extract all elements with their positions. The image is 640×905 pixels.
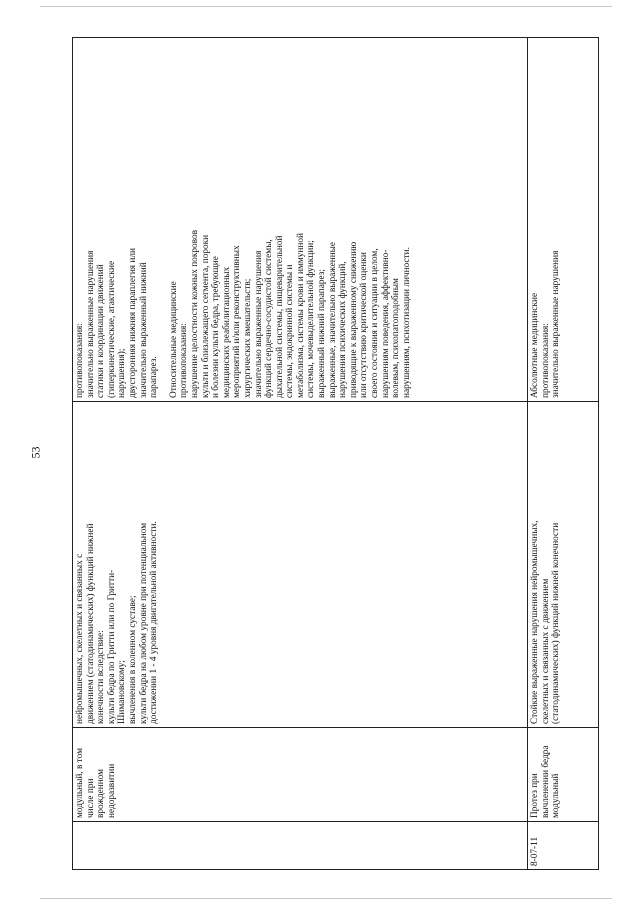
- text-line: культи бедра на любом уровне при потенциальном: [138, 522, 149, 724]
- row2-name-cell: Протез при вычленении бедра модульный: [528, 728, 599, 822]
- table-row: [73, 38, 528, 870]
- text-line: выраженные, значительно выраженные: [327, 241, 338, 398]
- text-line: конечности вследствие:: [96, 630, 107, 724]
- text-line: значительно выраженные нарушения: [253, 250, 264, 398]
- text-line: нарушениям, психотизации личности.: [401, 247, 412, 398]
- text-line: своего состояния и ситуации в целом,: [370, 248, 381, 398]
- text-line: системы, эндокринной системы и: [285, 264, 296, 398]
- text-line: движением (статодинамических) функций нижней: [85, 523, 96, 724]
- text-line: выраженный нижний парапарез;: [317, 269, 328, 398]
- text-line: нарушения психических функций,: [338, 261, 349, 398]
- text-line: или отсутствию критической оценки: [359, 252, 370, 398]
- text-line: дыхательной системы, пищеварительной: [274, 235, 285, 398]
- text-line: статики и координации движений: [96, 264, 107, 398]
- prosthesis-table: [72, 37, 599, 870]
- text-line: нарушениям поведения, аффективно-: [380, 249, 391, 398]
- text-line: значительно выраженные нарушения: [85, 250, 96, 398]
- text-line: Стойкие выраженные нарушения нейромышечных,: [530, 520, 540, 724]
- text-line: (гиперкинетические, атактические: [106, 260, 117, 398]
- text-line: нарушение целостности кожных покровов: [189, 230, 200, 398]
- row1-name-cell: модульный, в том числе при врожденном недоразвитии: [73, 728, 528, 822]
- text-line: (статодинамических) функций нижней конечности: [551, 522, 562, 724]
- row1-indications-cell: [73, 402, 528, 728]
- text-line: значительно выраженный нижний: [138, 262, 149, 398]
- page-number: 53: [28, 446, 43, 459]
- text-line: хирургических вмешательств;: [242, 278, 253, 398]
- table-row: [528, 38, 599, 870]
- text-line: парапарез.: [149, 356, 160, 398]
- text-line: вычленения в коленном суставе;: [127, 595, 138, 724]
- text-line: культи и близлежащего сегмента, пороки: [200, 234, 211, 398]
- text-line: двусторонняя нижняя параплегия или: [127, 248, 138, 398]
- text-line: мероприятий и/или реконструктивных: [232, 245, 243, 398]
- text-line: нарушения);: [117, 348, 128, 398]
- scan-edge-bottom: [40, 898, 612, 899]
- rotated-page-content: [72, 38, 598, 870]
- text-line: волевым, психопатоподобным: [391, 278, 402, 398]
- text-line: противопоказания:: [75, 323, 85, 398]
- row2-code-cell: 8-07-11: [528, 822, 599, 870]
- text-line: функций сердечно-сосудистой системы,: [264, 239, 275, 398]
- row2-indications-cell: [528, 402, 599, 728]
- paragraph-gap: [160, 41, 169, 398]
- row2-contraindications-cell: [528, 38, 599, 402]
- text-line: метаболизма, системы крови и иммунной: [295, 233, 306, 398]
- text-line: и болезни культи бедра, требующие: [211, 256, 222, 398]
- text-line: Шимановскому;: [117, 660, 128, 724]
- text-line: значительно выраженные нарушения: [551, 250, 562, 398]
- text-line: скелетных и связанных с движением: [540, 578, 551, 724]
- row1-contraindications-cell: [73, 38, 528, 402]
- row1-code-cell: [73, 822, 528, 870]
- scan-edge-top: [40, 6, 612, 7]
- text-line: приводящие к выраженному снижению: [348, 241, 359, 398]
- text-line: системы, мочевыделительной функции;: [306, 240, 317, 398]
- text-line: нейромышечных, скелетных и связанных с: [75, 553, 85, 724]
- text-line: культи бедра по Гритти или по Гритти-: [106, 569, 117, 724]
- text-line: Абсолютные медицинские: [530, 292, 540, 398]
- text-line: достижении 1 - 4 уровня двигательной активности.: [149, 521, 160, 724]
- text-line: Относительные медицинские: [168, 281, 179, 398]
- text-line: противопоказания:: [540, 323, 551, 398]
- text-line: медицинских реабилитационных: [221, 266, 232, 398]
- text-line: противопоказания:: [179, 323, 190, 398]
